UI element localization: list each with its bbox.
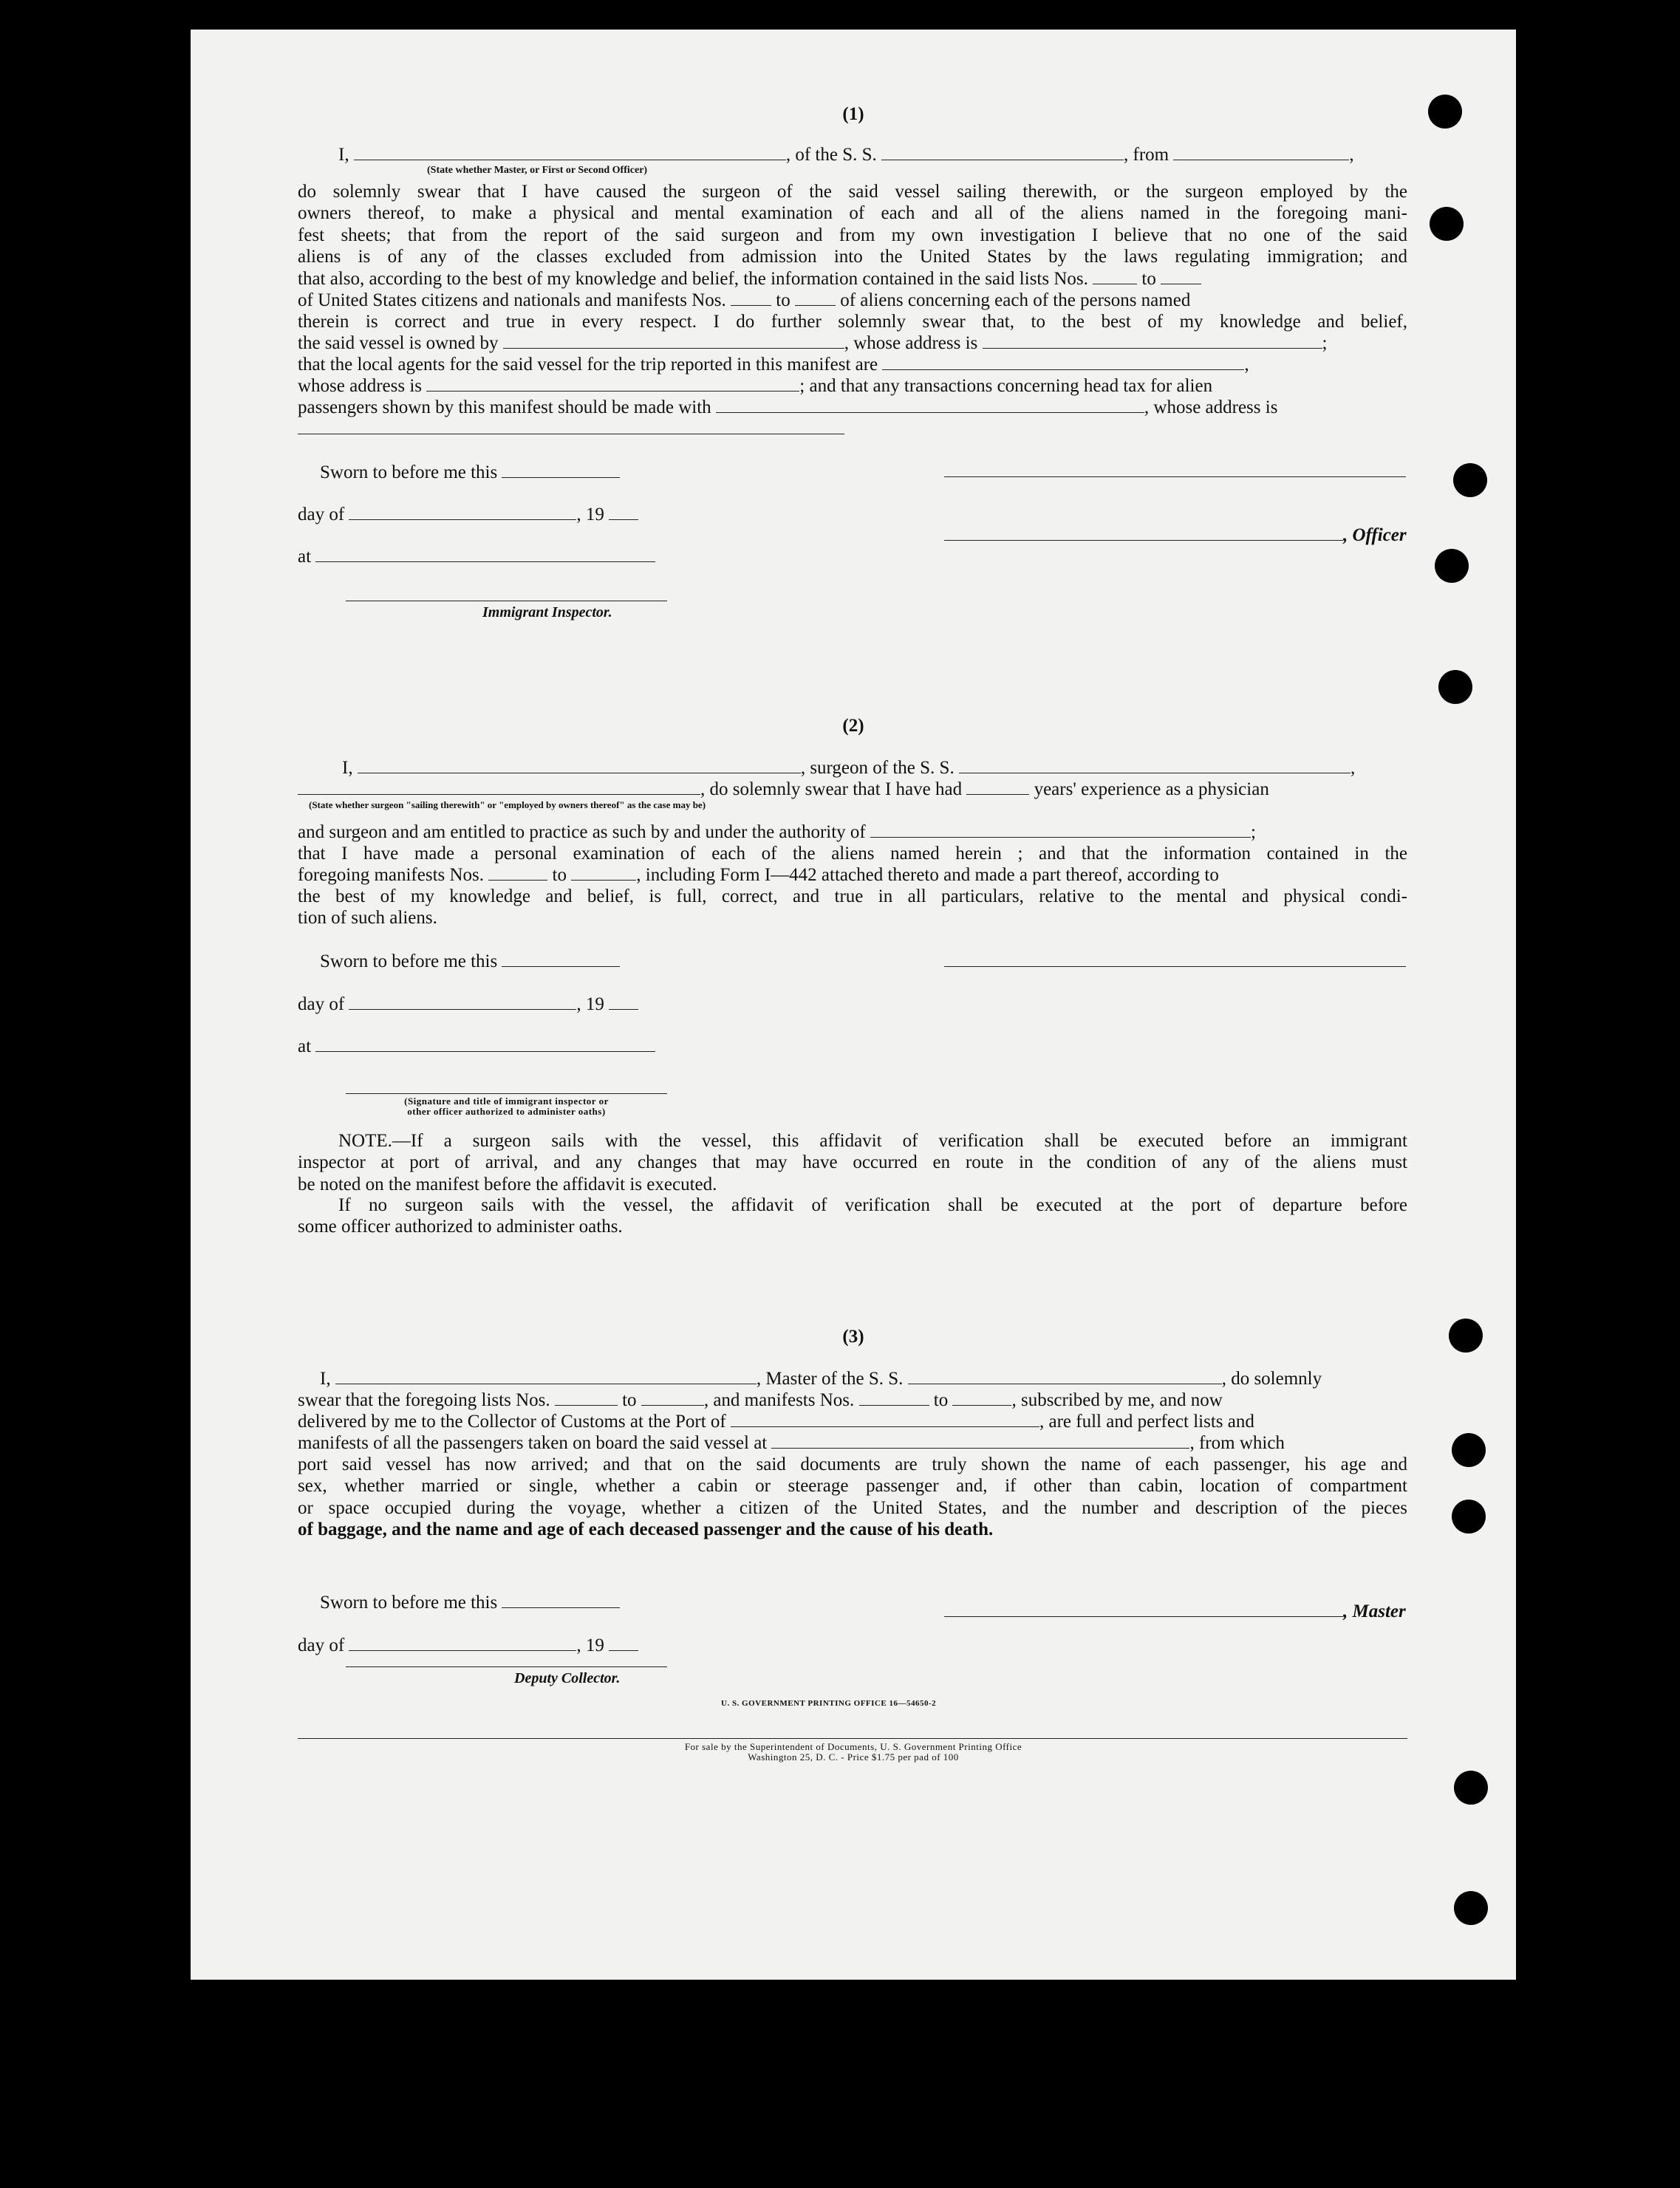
section-3-heading: (3) [842, 1327, 864, 1347]
master-vessel-field[interactable] [908, 1370, 1222, 1384]
punch-hole [1453, 463, 1487, 497]
punch-hole [1454, 1771, 1488, 1805]
punch-hole [1452, 1500, 1486, 1534]
section-2-line-3: and surgeon and am entitled to practice as such by and under the authority of ; [298, 822, 1256, 842]
role-field[interactable] [354, 146, 786, 160]
section-1-body: do solemnly swear that I have caused the surgeon of the said vessel sailing therewith, or the surgeon employed by the owners thereof, to make a physical and mental examination of each and all of the aliens named in the foregoing mani- fest sheets; that from the report of the said surgeon and from my own investigation I believe that no one of the said aliens is of any of the classes excluded from admission into the United States by the laws regulating immigration; and [298, 182, 1407, 267]
master-manifests-from-field[interactable] [859, 1392, 929, 1406]
day-line-2: day of , 19 [298, 994, 638, 1015]
year-field-3[interactable] [609, 1637, 638, 1651]
section-3-line-2: swear that the foregoing lists Nos. to , and manifests Nos. to , subscribed by me, and now [298, 1390, 1223, 1410]
section-3-line-1: I, , Master of the S. S. , do solemnly [320, 1369, 1322, 1389]
day-line-3: day of , 19 [298, 1635, 638, 1656]
punch-hole [1435, 549, 1469, 583]
punch-hole [1454, 1891, 1488, 1925]
punch-hole [1438, 670, 1472, 704]
section-1-correct-line: therein is correct and true in every respect. I do further solemnly swear that, to the best of my knowledge and belief, [298, 312, 1407, 332]
section-3-line-3: delivered by me to the Collector of Customs at the Port of , are full and perfect lists and [298, 1412, 1254, 1432]
lists-to-field[interactable] [1161, 270, 1201, 284]
sworn-line-1: Sworn to before me this [320, 462, 620, 483]
signature-caption: (Signature and title of immigrant inspector or other officer authorized to administer oaths) [404, 1095, 609, 1117]
sworn-date-field-3[interactable] [502, 1594, 620, 1608]
agents-field[interactable] [882, 356, 1244, 370]
master-lists-from-field[interactable] [555, 1392, 618, 1406]
section-1-manifests-line: of United States citizens and nationals and manifests Nos. to of aliens concerning each of the persons named [298, 290, 1191, 310]
section-2-line-1: I, , surgeon of the S. S. , [342, 758, 1356, 778]
headtax-party-field[interactable] [716, 399, 1144, 413]
section-1-agent-address-line: whose address is ; and that any transactions concerning head tax for alien [298, 376, 1213, 396]
vessel-field[interactable] [881, 146, 1124, 160]
day-month-field-3[interactable] [349, 1637, 576, 1651]
day-month-field[interactable] [349, 506, 576, 520]
footer-text: For sale by the Superintendent of Documents, U. S. Government Printing Office Washington 25, D. C. - Price $1.75 per pad of 100 [684, 1741, 1022, 1763]
surgeon-manifests-from-field[interactable] [488, 866, 547, 881]
master-signature-line: , Master [944, 1601, 1406, 1622]
agent-address-field[interactable] [426, 377, 799, 392]
master-lists-to-field[interactable] [641, 1392, 704, 1406]
at-line-2: at [298, 1036, 655, 1057]
section-1-heading: (1) [842, 104, 864, 124]
section-2-line-7: tion of such aliens. [298, 908, 437, 928]
master-manifests-to-field[interactable] [952, 1392, 1011, 1406]
years-experience-field[interactable] [966, 781, 1029, 795]
footer-rule [298, 1738, 1407, 1739]
note-paragraph-2: If no surgeon sails with the vessel, the affidavit of verification shall be executed at the port of departure before some officer authorized to administer oaths. [298, 1195, 1407, 1237]
manifests-from-field[interactable] [731, 292, 771, 306]
section-1-lists-line: that also, according to the best of my knowledge and belief, the information contained in the said lists Nos. to [298, 268, 1201, 290]
at-place-field-2[interactable] [315, 1038, 655, 1052]
punch-hole [1430, 207, 1464, 241]
officer-name-field[interactable] [944, 527, 1343, 541]
sworn-line-3: Sworn to before me this [320, 1592, 620, 1613]
collector-signature-line[interactable] [346, 1666, 667, 1667]
owner-address-field[interactable] [983, 335, 1322, 349]
from-port-field[interactable] [1173, 146, 1349, 160]
master-name-field[interactable] [335, 1370, 757, 1384]
surgeon-name-field[interactable] [358, 759, 801, 773]
sworn-date-field-2[interactable] [502, 953, 620, 967]
section-2-line-6: the best of my knowledge and belief, is full, correct, and true in all particulars, relative to the mental and physical condi- [298, 886, 1407, 906]
collector-caption: Deputy Collector. [514, 1670, 621, 1686]
section-2-heading: (2) [842, 716, 864, 736]
sworn-line-2: Sworn to before me this [320, 951, 620, 972]
section-1-agents-line: that the local agents for the said vessel for the trip reported in this manifest are , [298, 355, 1249, 375]
printer-imprint: U. S. GOVERNMENT PRINTING OFFICE 16—54650-2 [721, 1699, 937, 1708]
section-1-line-1: I, , of the S. S. , from , [338, 145, 1354, 165]
section-2-line-2: , do solemnly swear that I have had years' experience as a physician [298, 779, 1269, 800]
punch-hole [1452, 1433, 1486, 1467]
surgeon-type-caption: (State whether surgeon "sailing therewith" or "employed by owners thereof" as the case may be) [309, 799, 706, 810]
year-field-2[interactable] [609, 996, 638, 1010]
day-line-1: day of , 19 [298, 504, 638, 525]
section-2-line-4: that I have made a personal examination of each of the aliens named herein ; and that the information contained in the [298, 844, 1407, 864]
day-month-field-2[interactable] [349, 996, 576, 1010]
section-1-headtax-line: passengers shown by this manifest should be made with , whose address is [298, 397, 1278, 417]
surgeon-manifests-to-field[interactable] [571, 866, 636, 881]
inspector-caption: Immigrant Inspector. [482, 604, 612, 620]
authority-field[interactable] [870, 824, 1251, 838]
surgeon-signature-line[interactable] [944, 966, 1406, 967]
owner-field[interactable] [503, 335, 844, 349]
year-field[interactable] [609, 506, 638, 520]
section-3-body: port said vessel has now arrived; and that on the said documents are truly shown the name of each passenger, his age and sex, whether married or single, whether a cabin or steerage passenger and, if other than cabin, location of compartment or space occupied during the voyage, whether a citizen of the United States, and the number and description of the pieces of baggage, and the name and age of each deceased passenger and the cause of his death. [298, 1454, 1407, 1540]
authorized-officer-signature-line[interactable] [346, 1093, 667, 1094]
role-caption: (State whether Master, or First or Second Officer) [427, 165, 648, 176]
section-2-line-5: foregoing manifests Nos. to , including Form I—442 attached thereto and made a part thereof, according to [298, 865, 1219, 885]
port-of-arrival-field[interactable] [731, 1413, 1039, 1427]
manifest-back-page [191, 30, 1516, 1980]
section-1-owner-line: the said vessel is owned by , whose address is ; [298, 333, 1328, 353]
master-signature-field[interactable] [944, 1603, 1343, 1617]
surgeon-type-field[interactable] [298, 781, 700, 795]
at-place-field[interactable] [315, 548, 655, 562]
at-line-1: at [298, 546, 655, 567]
officer-signature-line[interactable] [944, 476, 1406, 477]
surgeon-vessel-field[interactable] [959, 759, 1351, 773]
note-paragraph-1: NOTE.—If a surgeon sails with the vessel, this affidavit of verification shall be executed before an immigrant inspector at port of arrival, and any changes that may have occurred en route in the condition of any of the aliens must be noted on the manifest before the affidavit is executed. [298, 1131, 1407, 1194]
sworn-date-field[interactable] [502, 464, 620, 478]
officer-line: , Officer [944, 524, 1407, 546]
section-3-line-4: manifests of all the passengers taken on board the said vessel at , from which [298, 1433, 1285, 1453]
manifests-to-field[interactable] [795, 292, 836, 306]
port-of-embarkation-field[interactable] [771, 1435, 1189, 1449]
lists-from-field[interactable] [1093, 270, 1137, 284]
